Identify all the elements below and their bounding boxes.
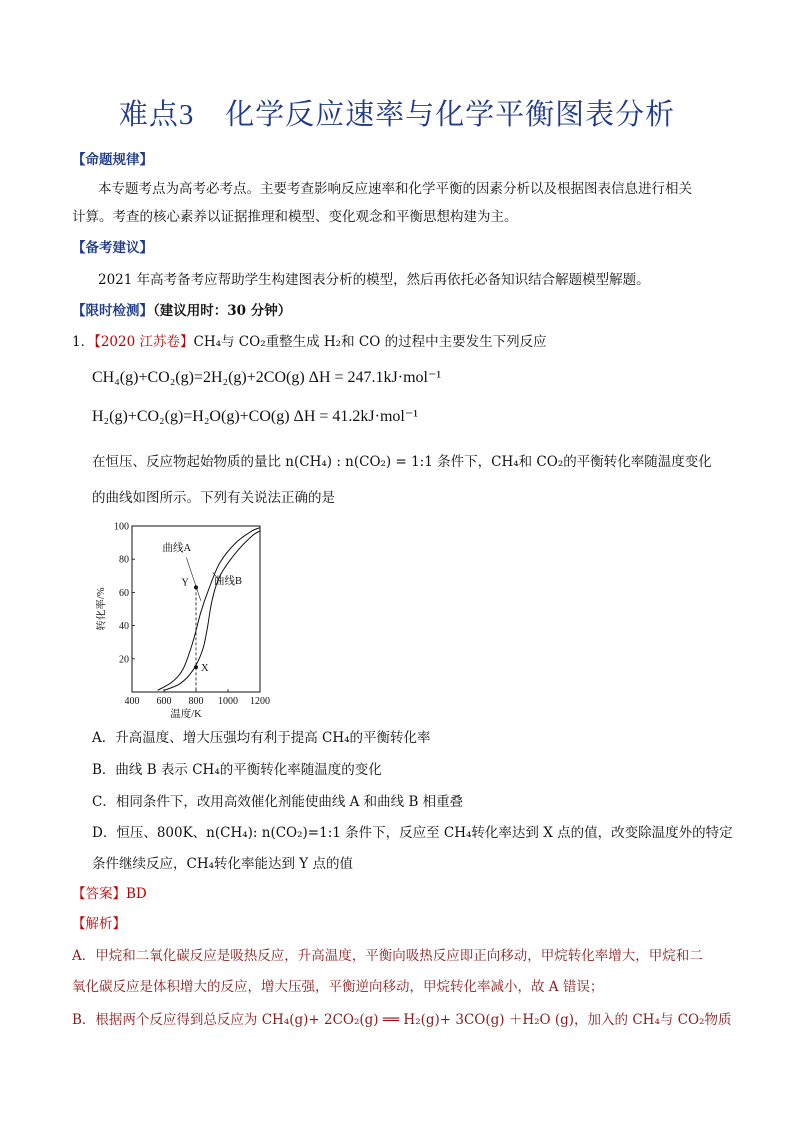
page-title (0, 92, 794, 133)
equation-2: H₂(g)+CO₂(g)=H₂O(g)+CO(g) ΔH = 41.2kJ·mol⁻¹ (92, 408, 419, 425)
rule-heading: 【命题规律】 (72, 152, 153, 168)
question-condition-line2: 的曲线如图所示。下列有关说法正确的是 (92, 490, 335, 506)
point-x-label: X (201, 663, 209, 675)
point-y (194, 585, 198, 589)
test-heading: 【限时检测】 (72, 303, 153, 319)
title-prefix: 难点 (118, 97, 179, 131)
y-tick-label: 60 (119, 587, 129, 599)
answer (72, 882, 147, 902)
y-tick-label: 100 (114, 521, 129, 533)
question-source: 【2020 江苏卷】 (94, 334, 194, 350)
x-tick-label: 400 (124, 696, 140, 707)
conversion-chart (96, 518, 276, 718)
question-condition-line1: 在恒压、反应物起始物质的量比 n(CH₄) : n(CO₂) = 1:1 条件下，CH₄和 CO₂的平衡转化率随温度变化 (92, 454, 712, 470)
title-text: 化学反应速率与化学平衡图表分析 (225, 97, 676, 131)
question-stem-text: CH₄与 CO₂重整生成 H₂和 CO 的过程中主要发生下列反应 (193, 334, 547, 350)
x-axis-label: 温度/K (170, 709, 202, 718)
test-heading-line (72, 299, 291, 319)
equation-1: CH₄(g)+CO₂(g)=2H₂(g)+2CO(g) ΔH = 247.1kJ·mol⁻¹ (92, 369, 442, 386)
analysis-label: 【解析】 (72, 916, 126, 932)
x-tick-label: 600 (156, 696, 172, 707)
rule-body-line1: 本专题考点为高考必考点。主要考查影响反应速率和化学平衡的因素分析以及根据图表信息进行相关 (98, 181, 692, 197)
x-tick-label: 800 (188, 696, 204, 707)
option-d-line1: D．恒压、800K、n(CH₄): n(CO₂)=1:1 条件下，反应至 CH₄转化率达到 X 点的值，改变除温度外的特定 (92, 825, 733, 841)
y-axis-label: 转化率/% (96, 587, 107, 631)
option-a: A．升高温度、增大压强均有利于提高 CH₄的平衡转化率 (92, 730, 431, 746)
curve-b (164, 531, 260, 690)
option-c: C．相同条件下，改用高效催化剂能使曲线 A 和曲线 B 相重叠 (92, 794, 464, 810)
analysis-a-line2: 氧化碳反应是体积增大的反应，增大压强，平衡逆向移动，甲烷转化率减小，故 A 错误； (72, 979, 604, 995)
analysis-b-line1: B．根据两个反应得到总反应为 CH₄(g)+ 2CO₂(g) ══ H₂(g)+ 3CO(g) ＋H₂O (g)，加入的 CH₄与 CO₂物质 (72, 1012, 732, 1028)
question-number: 1． (72, 334, 95, 350)
curve-b-label: 曲线B (213, 576, 243, 588)
analysis-a-line1: A．甲烷和二氧化碳反应是吸热反应，升高温度，平衡向吸热反应即正向移动，甲烷转化率增大，甲烷和二 (72, 948, 703, 964)
test-time: （建议用时：30 分钟） (153, 303, 292, 319)
option-d-line2: 条件继续反应，CH₄转化率能达到 Y 点的值 (92, 856, 354, 872)
y-tick-label: 80 (119, 554, 129, 566)
y-tick-label: 20 (119, 654, 129, 666)
answer-label: 【答案】 (72, 886, 126, 902)
advice-body: 2021 年高考备考应帮助学生构建图表分析的模型，然后再依托必备知识结合解题模型解题。 (98, 272, 650, 288)
point-y-label: Y (181, 577, 189, 589)
answer-value: BD (126, 886, 147, 902)
rule-body-line2: 计算。考查的核心素养以证据推理和模型、变化观念和平衡思想构建为主。 (72, 209, 518, 225)
point-x (194, 665, 198, 669)
title-number: 3 (178, 99, 195, 131)
option-b: B．曲线 B 表示 CH₄的平衡转化率随温度的变化 (92, 762, 382, 778)
y-tick-label: 40 (119, 621, 129, 633)
x-tick-label: 1000 (218, 696, 238, 707)
advice-heading: 【备考建议】 (72, 240, 153, 256)
question-stem (72, 330, 547, 350)
x-tick-label: 1200 (250, 696, 270, 707)
curve-a-label: 曲线A (162, 542, 192, 554)
